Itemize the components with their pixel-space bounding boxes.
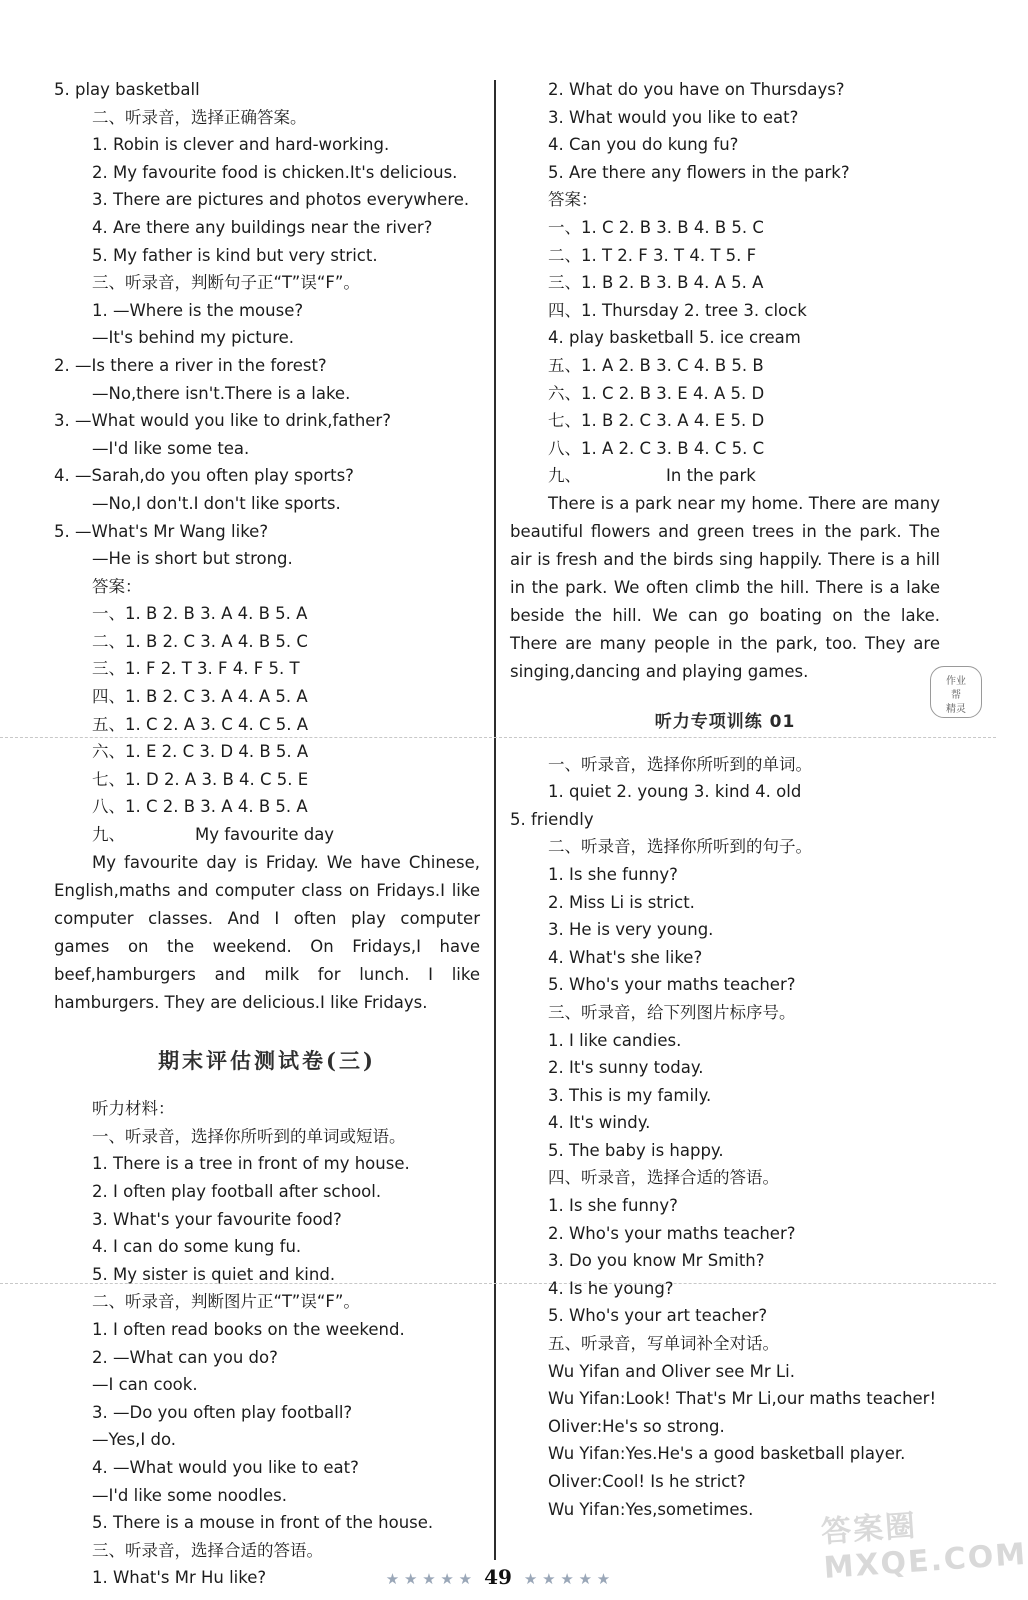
left-essay-title: My favourite day (195, 825, 335, 845)
text-line: 三、听录音，判断句子正“T”误“F”。 (92, 273, 360, 293)
right-listening-drill (510, 751, 940, 1524)
text-line: 4. Can you do kung fu? (548, 135, 739, 155)
text-line: 1. —Where is the mouse? (92, 300, 304, 320)
text-line: 1. Is she funny? (548, 1196, 678, 1216)
left-essay-text: My favourite day is Friday. We have Chinese, English,maths and computer class on Fridays.I like computer classes. And I often play computer games on the weekend. On Fridays,I have beef,hamburgers and milk for lunch. I like hamburgers. They are delicious.I like Fridays. (54, 852, 480, 1013)
text-line: 1. quiet 2. young 3. kind 4. old (548, 782, 802, 802)
text-line: 3. What would you like to eat? (548, 107, 799, 127)
text-line: 2. —What can you do? (92, 1347, 278, 1367)
text-line: Oliver:He's so strong. (548, 1416, 725, 1436)
text-line: 5. My sister is quiet and kind. (92, 1264, 336, 1284)
text-line: 2. Miss Li is strict. (548, 892, 695, 912)
left-column (54, 76, 480, 1592)
text-line: Wu Yifan:Yes.He's a good basketball player. (548, 1444, 906, 1464)
text-line: 1. Is she funny? (548, 864, 678, 884)
text-line: —It's behind my picture. (92, 328, 295, 348)
text-line: 五、听录音，写单词补全对话。 (548, 1334, 779, 1354)
right-column (510, 76, 940, 1523)
left-answer-key-block (54, 76, 480, 821)
text-line: 二、1. T 2. F 3. T 4. T 5. F (548, 245, 757, 265)
text-line: 1. I like candies. (548, 1030, 682, 1050)
text-line: 答案： (548, 190, 598, 210)
watermark: 答案圈 MXQE.COM (820, 1508, 1028, 1587)
text-line: 4. I can do some kung fu. (92, 1237, 302, 1257)
text-line: 七、1. B 2. C 3. A 4. E 5. D (548, 411, 765, 431)
text-line: 二、听录音，判断图片正“T”误“F”。 (92, 1292, 360, 1312)
text-line: 一、1. B 2. B 3. A 4. B 5. A (92, 604, 308, 624)
page-footer (0, 1562, 996, 1592)
text-line: 三、1. F 2. T 3. F 4. F 5. T (92, 659, 300, 679)
text-line: 5. My father is kind but very strict. (92, 245, 378, 265)
text-line: 4. play basketball 5. ice cream (548, 328, 801, 348)
text-line: —No,there isn't.There is a lake. (92, 383, 351, 403)
text-line: 4. Are there any buildings near the river? (92, 217, 433, 237)
text-line: 二、听录音，选择你所听到的句子。 (548, 837, 812, 857)
section-title: 期末评估测试卷(三) (158, 1048, 376, 1074)
text-line: 四、1. Thursday 2. tree 3. clock (548, 300, 807, 320)
text-line: 2. My favourite food is chicken.It's delicious. (92, 162, 458, 182)
right-essay-heading (510, 462, 940, 490)
right-answer-key-block (510, 76, 940, 462)
right-essay-label: 九、 (548, 466, 581, 486)
text-line: 5. —What's Mr Wang like? (54, 521, 269, 541)
text-line: 一、听录音，选择你所听到的单词或短语。 (92, 1126, 406, 1146)
text-line: —I'd like some tea. (92, 438, 250, 458)
text-line: 5. Who's your art teacher? (548, 1306, 768, 1326)
text-line: 3. —What would you like to drink,father? (54, 411, 391, 431)
left-essay-heading (54, 821, 480, 849)
text-line: 5. There is a mouse in front of the house. (92, 1513, 434, 1533)
text-line: 2. I often play football after school. (92, 1181, 382, 1201)
text-line: 1. There is a tree in front of my house. (92, 1154, 410, 1174)
text-line: 一、1. C 2. B 3. B 4. B 5. C (548, 217, 764, 237)
text-line: 三、听录音，选择合适的答语。 (92, 1540, 323, 1560)
text-line: 答案： (92, 576, 142, 596)
text-line: 七、1. D 2. A 3. B 4. C 5. E (92, 769, 309, 789)
text-line: 一、听录音，选择你所听到的单词。 (548, 754, 812, 774)
text-line: 2. What do you have on Thursdays? (548, 80, 845, 99)
text-line: 八、1. C 2. B 3. A 4. B 5. A (92, 797, 308, 817)
text-line: 八、1. A 2. C 3. B 4. C 5. C (548, 438, 765, 458)
text-line: 二、听录音，选择正确答案。 (92, 107, 307, 127)
homework-stamp-icon: 作业 帮 精灵 (930, 666, 982, 718)
text-line: 4. What's she like? (548, 947, 703, 967)
text-line: 2. —Is there a river in the forest? (54, 355, 327, 375)
text-line: Wu Yifan:Look! That's Mr Li,our maths teacher! (548, 1389, 937, 1409)
left-essay-label: 九、 (92, 825, 125, 845)
text-line: —I can cook. (92, 1375, 198, 1395)
text-line: 六、1. E 2. C 3. D 4. B 5. A (92, 742, 309, 762)
text-line: 三、听录音，给下列图片标序号。 (548, 1002, 796, 1022)
text-line: 4. —What would you like to eat? (92, 1457, 359, 1477)
text-line: 3. He is very young. (548, 920, 714, 940)
text-line: 5. friendly (510, 809, 594, 829)
left-listening-material (54, 1095, 480, 1592)
text-line: 2. It's sunny today. (548, 1058, 704, 1078)
right-essay-text: There is a park near my home. There are many beautiful flowers and green trees in the park. The air is fresh and the birds sing happily. There is a hill in the park. We often climb the hill. There is a lake beside the hill. We can go boating on the lake. There are many people in the park, too. They are singing,dancing and playing games. (510, 493, 940, 682)
text-line: 5. play basketball (54, 80, 200, 99)
text-line: —No,I don't.I don't like sports. (92, 493, 341, 513)
page-number: 49 (484, 1565, 512, 1589)
text-line: 六、1. C 2. B 3. E 4. A 5. D (548, 383, 765, 403)
text-line: 2. Who's your maths teacher? (548, 1223, 796, 1243)
text-line: —Yes,I do. (92, 1430, 177, 1450)
footer-stars-right: ★ ★ ★ ★ ★ (523, 1570, 611, 1588)
text-line: 5. The baby is happy. (548, 1140, 724, 1160)
footer-stars-left: ★ ★ ★ ★ ★ (385, 1570, 473, 1588)
text-line: 5. Who's your maths teacher? (548, 975, 796, 995)
text-line: 3. Do you know Mr Smith? (548, 1251, 765, 1271)
text-line: 1. I often read books on the weekend. (92, 1319, 405, 1339)
text-line: 1. What's Mr Hu like? (92, 1568, 267, 1588)
right-essay-title: In the park (666, 466, 756, 486)
text-line: 1. Robin is clever and hard-working. (92, 135, 390, 155)
text-line: 5. Are there any flowers in the park? (548, 162, 850, 182)
text-line: —He is short but strong. (92, 549, 293, 569)
text-line: 4. —Sarah,do you often play sports? (54, 466, 354, 486)
text-line: Oliver:Cool! Is he strict? (548, 1472, 746, 1491)
text-line: 听力材料： (92, 1099, 175, 1119)
text-line: Wu Yifan and Oliver see Mr Li. (548, 1361, 795, 1381)
text-line: 3. What's your favourite food? (92, 1209, 342, 1229)
text-line: 4. It's windy. (548, 1113, 651, 1133)
text-line: 五、1. C 2. A 3. C 4. C 5. A (92, 714, 309, 734)
text-line: 五、1. A 2. B 3. C 4. B 5. B (548, 355, 764, 375)
drill-title: 听力专项训练 01 (654, 711, 796, 732)
text-line: 3. —Do you often play football? (92, 1402, 353, 1422)
text-line: 4. Is he young? (548, 1278, 674, 1298)
text-line: 四、听录音，选择合适的答语。 (548, 1168, 779, 1188)
text-line: Wu Yifan:Yes,sometimes. (548, 1499, 754, 1519)
text-line: 3. This is my family. (548, 1085, 712, 1105)
column-divider (494, 80, 496, 1560)
text-line: —I'd like some noodles. (92, 1485, 288, 1505)
text-line: 二、1. B 2. C 3. A 4. B 5. C (92, 631, 308, 651)
text-line: 三、1. B 2. B 3. B 4. A 5. A (548, 273, 764, 293)
text-line: 四、1. B 2. C 3. A 4. A 5. A (92, 687, 308, 707)
text-line: 3. There are pictures and photos everywhere. (92, 190, 470, 210)
